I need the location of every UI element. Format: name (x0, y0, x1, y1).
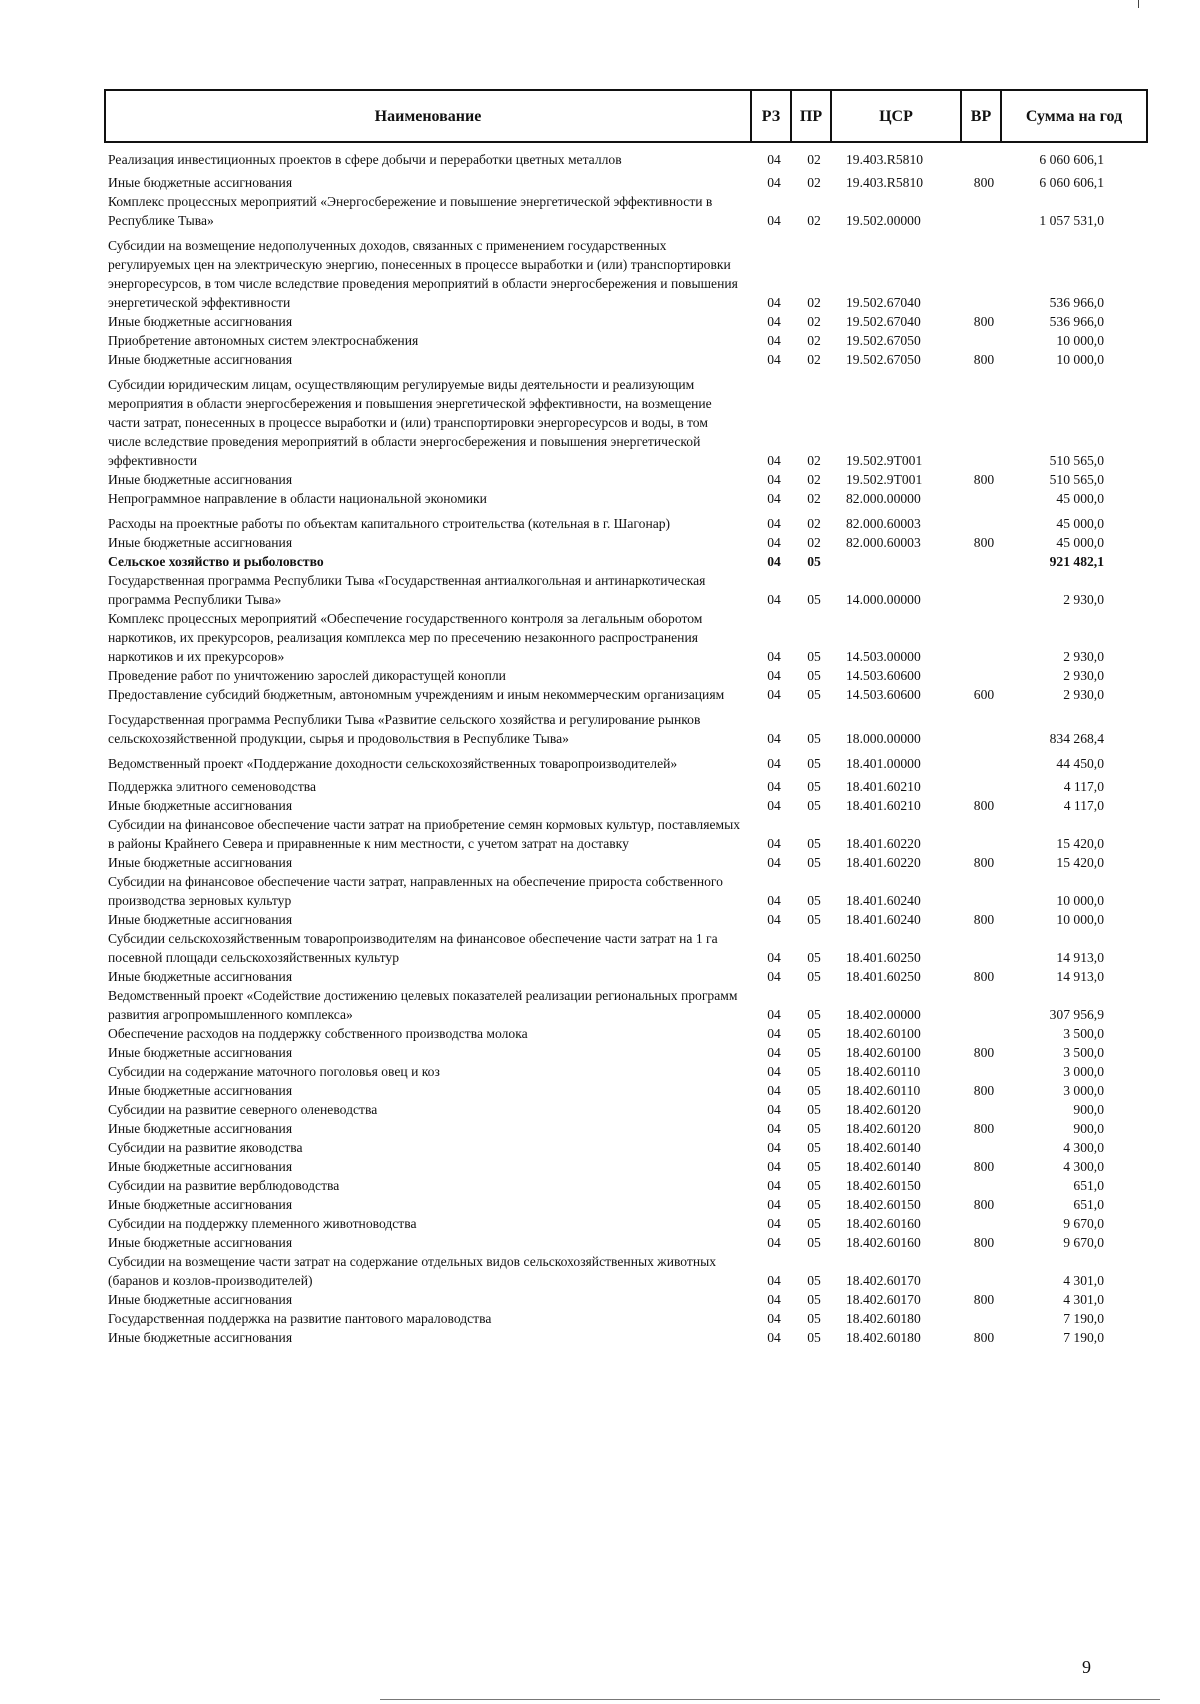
row-pr: 05 (807, 969, 821, 984)
row-rz: 04 (767, 1235, 781, 1250)
row-rz: 04 (767, 352, 781, 367)
row-pr: 05 (807, 687, 821, 702)
row-sum: 900,0 (1073, 1121, 1104, 1136)
table-row (104, 929, 1148, 967)
row-csr: 18.402.60100 (846, 1026, 921, 1041)
row-rz: 04 (767, 969, 781, 984)
row-sum: 4 117,0 (1063, 798, 1104, 813)
header-rz: РЗ (752, 91, 792, 141)
row-pr: 05 (807, 1159, 821, 1174)
row-vr: 800 (973, 855, 995, 870)
row-csr: 19.502.9Т001 (846, 472, 923, 487)
row-name: Субсидии на развитие яководства (108, 1140, 303, 1155)
row-rz: 04 (767, 756, 781, 771)
row-csr: 18.402.60100 (846, 1045, 921, 1060)
row-name: Иные бюджетные ассигнования (108, 472, 293, 487)
row-pr: 02 (807, 535, 821, 550)
row-csr: 19.502.67050 (846, 333, 921, 348)
row-sum: 45 000,0 (1056, 516, 1104, 531)
row-csr: 18.402.60180 (846, 1330, 921, 1345)
row-name: Комплекс процессных мероприятий «Обеспечение государственного контроля за легальным оборотом наркотиков, их прекурсоров, реализация комплекса мер по пресечению незаконного распространения наркотиков и их прекурсоров» (108, 611, 703, 664)
row-rz: 04 (767, 592, 781, 607)
table-row (104, 853, 1148, 872)
row-rz: 04 (767, 1045, 781, 1060)
row-name: Непрограммное направление в области национальной экономики (108, 491, 487, 506)
table-row (104, 489, 1148, 508)
row-sum: 4 301,0 (1063, 1273, 1104, 1288)
row-name: Иные бюджетные ассигнования (108, 175, 293, 190)
row-pr: 05 (807, 649, 821, 664)
row-sum: 1 057 531,0 (1039, 213, 1104, 228)
table-row (104, 1195, 1148, 1214)
row-name: Ведомственный проект «Поддержание доходности сельскохозяйственных товаропроизводителей» (108, 756, 678, 771)
header-pr: ПР (792, 91, 832, 141)
row-pr: 05 (807, 1235, 821, 1250)
row-name: Государственная поддержка на развитие пантового мараловодства (108, 1311, 492, 1326)
row-sum: 4 300,0 (1063, 1140, 1104, 1155)
row-name: Субсидии на возмещение недополученных доходов, связанных с применением государственных регулируемых цен на электрическую энергию, понесенных в процессе выработки и (или) транспортировки энергоресурсов, в том числе вследствие проведения мероприятий в области энергосбережения и повышения энергетической эффективности (108, 238, 738, 310)
table-row (104, 609, 1148, 666)
row-sum: 307 956,9 (1049, 1007, 1104, 1022)
row-name: Иные бюджетные ассигнования (108, 912, 293, 927)
row-sum: 510 565,0 (1049, 472, 1104, 487)
row-pr: 02 (807, 516, 821, 531)
header-sum: Сумма на год (1025, 108, 1123, 125)
row-sum: 14 913,0 (1056, 969, 1104, 984)
row-pr: 05 (807, 756, 821, 771)
row-sum: 2 930,0 (1063, 668, 1104, 683)
row-rz: 04 (767, 453, 781, 468)
row-name: Субсидии на развитие северного оленеводства (108, 1102, 378, 1117)
row-vr: 800 (973, 1159, 995, 1174)
table-row (104, 1157, 1148, 1176)
row-pr: 05 (807, 554, 821, 569)
row-pr: 05 (807, 1102, 821, 1117)
row-rz: 04 (767, 213, 781, 228)
row-csr: 18.402.00000 (846, 1007, 921, 1022)
row-vr: 800 (973, 472, 995, 487)
table-row (104, 754, 1148, 773)
header-name: Наименование (106, 91, 752, 141)
row-rz: 04 (767, 1311, 781, 1326)
row-csr: 82.000.00000 (846, 491, 921, 506)
row-vr: 800 (973, 1330, 995, 1345)
row-name: Иные бюджетные ассигнования (108, 1330, 293, 1345)
bottom-edge-line (380, 1699, 1160, 1700)
row-rz: 04 (767, 687, 781, 702)
row-csr: 19.502.00000 (846, 213, 921, 228)
row-rz: 04 (767, 893, 781, 908)
row-vr: 800 (973, 535, 995, 550)
row-name: Иные бюджетные ассигнования (108, 798, 293, 813)
table-row (104, 815, 1148, 853)
row-csr: 18.402.60180 (846, 1311, 921, 1326)
table-row (104, 1081, 1148, 1100)
table-row (104, 571, 1148, 609)
row-name: Реализация инвестиционных проектов в сфере добычи и переработки цветных металлов (108, 152, 622, 167)
row-name: Расходы на проектные работы по объектам капитального строительства (котельная в г. Шагонар) (108, 516, 671, 531)
scan-mark (1138, 0, 1139, 8)
row-rz: 04 (767, 1178, 781, 1193)
row-pr: 05 (807, 855, 821, 870)
row-csr: 18.000.00000 (846, 731, 921, 746)
row-name: Иные бюджетные ассигнования (108, 1083, 293, 1098)
row-sum: 3 500,0 (1063, 1026, 1104, 1041)
row-name: Субсидии на содержание маточного поголовья овец и коз (108, 1064, 440, 1079)
row-csr: 18.401.60220 (846, 855, 921, 870)
row-pr: 05 (807, 1178, 821, 1193)
row-sum: 14 913,0 (1056, 950, 1104, 965)
header-csr: ЦСР (832, 91, 962, 141)
row-name: Сельское хозяйство и рыболовство (108, 554, 324, 569)
row-rz: 04 (767, 152, 781, 167)
row-sum: 4 117,0 (1063, 779, 1104, 794)
row-rz: 04 (767, 1140, 781, 1155)
row-pr: 05 (807, 1292, 821, 1307)
row-name: Поддержка элитного семеноводства (108, 779, 317, 794)
row-sum: 10 000,0 (1056, 912, 1104, 927)
table-row (104, 910, 1148, 929)
row-sum: 6 060 606,1 (1039, 152, 1104, 167)
table-row (104, 1309, 1148, 1328)
row-pr: 02 (807, 472, 821, 487)
row-rz: 04 (767, 295, 781, 310)
row-rz: 04 (767, 1083, 781, 1098)
row-sum: 15 420,0 (1056, 836, 1104, 851)
row-pr: 05 (807, 1083, 821, 1098)
row-name: Предоставление субсидий бюджетным, автономным учреждениям и иным некоммерческим организациям (108, 687, 725, 702)
table-row (104, 375, 1148, 470)
table-row (104, 1043, 1148, 1062)
row-csr: 18.402.60140 (846, 1159, 921, 1174)
row-rz: 04 (767, 1292, 781, 1307)
row-rz: 04 (767, 1159, 781, 1174)
row-sum: 15 420,0 (1056, 855, 1104, 870)
row-vr: 800 (973, 175, 995, 190)
table-row (104, 872, 1148, 910)
row-name: Государственная программа Республики Тыва «Развитие сельского хозяйства и регулирование рынков сельскохозяйственной продукции, сырья и продовольствия в Республике Тыва» (108, 712, 701, 746)
row-rz: 04 (767, 175, 781, 190)
table-row (104, 150, 1148, 169)
table-row (104, 1328, 1148, 1347)
row-pr: 05 (807, 1197, 821, 1212)
table-body (104, 150, 1148, 1347)
row-rz: 04 (767, 649, 781, 664)
row-name: Иные бюджетные ассигнования (108, 314, 293, 329)
row-rz: 04 (767, 1026, 781, 1041)
row-csr: 18.402.60170 (846, 1273, 921, 1288)
row-name: Комплекс процессных мероприятий «Энергосбережение и повышение энергетической эффективности в Республике Тыва» (108, 194, 713, 228)
row-name: Иные бюджетные ассигнования (108, 1159, 293, 1174)
table-row (104, 1176, 1148, 1195)
table-row (104, 1138, 1148, 1157)
row-pr: 05 (807, 1273, 821, 1288)
row-rz: 04 (767, 950, 781, 965)
row-name: Субсидии на финансовое обеспечение части затрат, направленных на обеспечение прироста собственного производства зерновых культур (108, 874, 723, 908)
table-row (104, 552, 1148, 571)
table-row (104, 312, 1148, 331)
table-row (104, 796, 1148, 815)
row-pr: 05 (807, 836, 821, 851)
row-rz: 04 (767, 1007, 781, 1022)
row-pr: 02 (807, 491, 821, 506)
row-pr: 05 (807, 592, 821, 607)
row-csr: 18.401.60240 (846, 912, 921, 927)
row-csr: 19.502.67040 (846, 314, 921, 329)
row-pr: 05 (807, 1311, 821, 1326)
row-rz: 04 (767, 491, 781, 506)
table-row (104, 1233, 1148, 1252)
row-csr: 18.402.60120 (846, 1121, 921, 1136)
row-pr: 05 (807, 1121, 821, 1136)
row-sum: 834 268,4 (1049, 731, 1104, 746)
row-sum: 10 000,0 (1056, 893, 1104, 908)
row-name: Субсидии на возмещение части затрат на содержание отдельных видов сельскохозяйственных животных (баранов и козлов-производителей) (108, 1254, 717, 1288)
row-rz: 04 (767, 314, 781, 329)
row-sum: 3 000,0 (1063, 1083, 1104, 1098)
table-row (104, 1214, 1148, 1233)
row-sum: 4 301,0 (1063, 1292, 1104, 1307)
row-pr: 02 (807, 352, 821, 367)
row-vr: 800 (973, 969, 995, 984)
row-pr: 05 (807, 668, 821, 683)
row-rz: 04 (767, 516, 781, 531)
row-sum: 510 565,0 (1049, 453, 1104, 468)
row-name: Приобретение автономных систем электроснабжения (108, 333, 419, 348)
table-row (104, 514, 1148, 533)
row-name: Субсидии юридическим лицам, осуществляющим регулируемые виды деятельности и реализующим мероприятия в области энергосбережения и повышения энергетической эффективности, на возмещение части затрат, понесенных в процессе выработки и (или) транспортировки энергоресурсов и воды, в том числе вследствие проведения мероприятий в области энергосбережения и повышения энергетической эффективности (108, 377, 712, 468)
row-vr: 800 (973, 1235, 995, 1250)
row-csr: 19.502.67040 (846, 295, 921, 310)
row-csr: 14.503.60600 (846, 687, 921, 702)
row-csr: 18.401.60210 (846, 779, 921, 794)
row-csr: 82.000.60003 (846, 516, 921, 531)
row-sum: 9 670,0 (1063, 1216, 1104, 1231)
table-row (104, 1062, 1148, 1081)
row-sum: 3 500,0 (1063, 1045, 1104, 1060)
row-csr: 19.502.67050 (846, 352, 921, 367)
row-csr: 18.401.60220 (846, 836, 921, 851)
row-rz: 04 (767, 1197, 781, 1212)
row-rz: 04 (767, 668, 781, 683)
row-rz: 04 (767, 1216, 781, 1231)
row-name: Иные бюджетные ассигнования (108, 1235, 293, 1250)
table-row (104, 236, 1148, 312)
row-csr: 18.402.60110 (846, 1064, 921, 1079)
row-csr: 18.402.60140 (846, 1140, 921, 1155)
row-pr: 02 (807, 453, 821, 468)
table-row (104, 967, 1148, 986)
row-pr: 05 (807, 893, 821, 908)
table-row (104, 1024, 1148, 1043)
row-csr: 14.503.60600 (846, 668, 921, 683)
row-csr: 19.502.9Т001 (846, 453, 923, 468)
row-name: Иные бюджетные ассигнования (108, 969, 293, 984)
table-row (104, 350, 1148, 369)
row-name: Иные бюджетные ассигнования (108, 1121, 293, 1136)
table-row (104, 666, 1148, 685)
row-vr: 800 (973, 1083, 995, 1098)
row-csr: 18.401.60250 (846, 950, 921, 965)
row-pr: 05 (807, 798, 821, 813)
table-row (104, 470, 1148, 489)
page-number: 9 (1082, 1657, 1091, 1677)
row-name: Иные бюджетные ассигнования (108, 1197, 293, 1212)
row-pr: 05 (807, 1007, 821, 1022)
row-pr: 05 (807, 950, 821, 965)
row-rz: 04 (767, 472, 781, 487)
row-sum: 900,0 (1073, 1102, 1104, 1117)
row-csr: 18.402.60160 (846, 1216, 921, 1231)
row-pr: 05 (807, 1140, 821, 1155)
row-rz: 04 (767, 798, 781, 813)
row-vr: 800 (973, 912, 995, 927)
row-name: Ведомственный проект «Содействие достижению целевых показателей реализации региональных программ развития агропромышленного комплекса» (108, 988, 738, 1022)
row-sum: 651,0 (1073, 1178, 1104, 1193)
row-name: Субсидии на развитие верблюдоводства (108, 1178, 340, 1193)
row-rz: 04 (767, 1121, 781, 1136)
row-pr: 05 (807, 1064, 821, 1079)
row-name: Проведение работ по уничтожению зарослей дикорастущей конопли (108, 668, 506, 683)
row-csr: 18.401.60240 (846, 893, 921, 908)
row-vr: 600 (973, 687, 995, 702)
row-rz: 04 (767, 912, 781, 927)
row-csr: 18.401.60250 (846, 969, 921, 984)
row-rz: 04 (767, 855, 781, 870)
row-pr: 02 (807, 333, 821, 348)
row-name: Иные бюджетные ассигнования (108, 855, 293, 870)
row-csr: 18.402.60150 (846, 1178, 921, 1193)
row-sum: 7 190,0 (1063, 1311, 1104, 1326)
row-pr: 02 (807, 152, 821, 167)
table-row (104, 685, 1148, 704)
row-csr: 18.401.00000 (846, 756, 921, 771)
table-row (104, 331, 1148, 350)
row-name: Субсидии на финансовое обеспечение части затрат на приобретение семян кормовых культур, поставляемых в районы Крайнего Севера и приравненные к ним местности, с учетом затрат на доставку (108, 817, 741, 851)
row-sum: 536 966,0 (1049, 314, 1104, 329)
table-row (104, 710, 1148, 748)
row-pr: 05 (807, 912, 821, 927)
row-sum: 536 966,0 (1049, 295, 1104, 310)
row-sum: 2 930,0 (1063, 649, 1104, 664)
row-csr: 18.402.60120 (846, 1102, 921, 1117)
row-rz: 04 (767, 554, 781, 569)
row-vr: 800 (973, 314, 995, 329)
row-rz: 04 (767, 836, 781, 851)
row-pr: 05 (807, 731, 821, 746)
row-pr: 05 (807, 1330, 821, 1345)
row-name: Субсидии сельскохозяйственным товаропроизводителям на финансовое обеспечение части затрат на 1 га посевной площади сельскохозяйственных культур (108, 931, 718, 965)
row-pr: 02 (807, 295, 821, 310)
row-sum: 651,0 (1073, 1197, 1104, 1212)
row-vr: 800 (973, 1197, 995, 1212)
row-rz: 04 (767, 779, 781, 794)
row-csr: 14.503.00000 (846, 649, 921, 664)
row-sum: 6 060 606,1 (1039, 175, 1104, 190)
row-pr: 02 (807, 314, 821, 329)
row-vr: 800 (973, 352, 995, 367)
row-sum: 7 190,0 (1063, 1330, 1104, 1345)
table-row (104, 173, 1148, 192)
row-pr: 02 (807, 213, 821, 228)
table-row (104, 1100, 1148, 1119)
row-rz: 04 (767, 731, 781, 746)
row-sum: 2 930,0 (1063, 687, 1104, 702)
row-csr: 82.000.60003 (846, 535, 921, 550)
row-sum: 3 000,0 (1063, 1064, 1104, 1079)
row-sum: 921 482,1 (1049, 554, 1104, 569)
table-row (104, 192, 1148, 230)
table-row (104, 1290, 1148, 1309)
row-sum: 10 000,0 (1056, 333, 1104, 348)
row-rz: 04 (767, 333, 781, 348)
row-csr: 18.402.60160 (846, 1235, 921, 1250)
row-rz: 04 (767, 1330, 781, 1345)
row-sum: 2 930,0 (1063, 592, 1104, 607)
row-name: Иные бюджетные ассигнования (108, 1045, 293, 1060)
row-name: Государственная программа Республики Тыва «Государственная антиалкогольная и антинаркотическая программа Республики Тыва» (108, 573, 706, 607)
table-header (104, 89, 1148, 143)
row-csr: 19.403.R5810 (846, 152, 924, 167)
row-csr: 19.403.R5810 (846, 175, 924, 190)
row-rz: 04 (767, 1102, 781, 1117)
row-name: Иные бюджетные ассигнования (108, 352, 293, 367)
row-pr: 05 (807, 1216, 821, 1231)
row-name: Субсидии на поддержку племенного животноводства (108, 1216, 417, 1231)
row-sum: 9 670,0 (1063, 1235, 1104, 1250)
row-csr: 18.401.60210 (846, 798, 921, 813)
table-row (104, 1119, 1148, 1138)
table-row (104, 1252, 1148, 1290)
row-vr: 800 (973, 1121, 995, 1136)
row-csr: 18.402.60110 (846, 1083, 921, 1098)
row-rz: 04 (767, 535, 781, 550)
row-sum: 45 000,0 (1056, 491, 1104, 506)
row-sum: 4 300,0 (1063, 1159, 1104, 1174)
row-vr: 800 (973, 1045, 995, 1060)
row-pr: 05 (807, 779, 821, 794)
row-pr: 02 (807, 175, 821, 190)
row-csr: 18.402.60150 (846, 1197, 921, 1212)
row-name: Иные бюджетные ассигнования (108, 535, 293, 550)
row-sum: 44 450,0 (1056, 756, 1104, 771)
row-pr: 05 (807, 1045, 821, 1060)
table-row (104, 986, 1148, 1024)
table-row (104, 533, 1148, 552)
row-csr: 18.402.60170 (846, 1292, 921, 1307)
row-vr: 800 (973, 1292, 995, 1307)
row-name: Обеспечение расходов на поддержку собственного производства молока (108, 1026, 528, 1041)
table-row (104, 777, 1148, 796)
row-csr: 14.000.00000 (846, 592, 921, 607)
row-sum: 45 000,0 (1056, 535, 1104, 550)
row-sum: 10 000,0 (1056, 352, 1104, 367)
header-vr: ВР (962, 91, 1002, 141)
row-rz: 04 (767, 1273, 781, 1288)
row-vr: 800 (973, 798, 995, 813)
row-pr: 05 (807, 1026, 821, 1041)
row-rz: 04 (767, 1064, 781, 1079)
row-name: Иные бюджетные ассигнования (108, 1292, 293, 1307)
